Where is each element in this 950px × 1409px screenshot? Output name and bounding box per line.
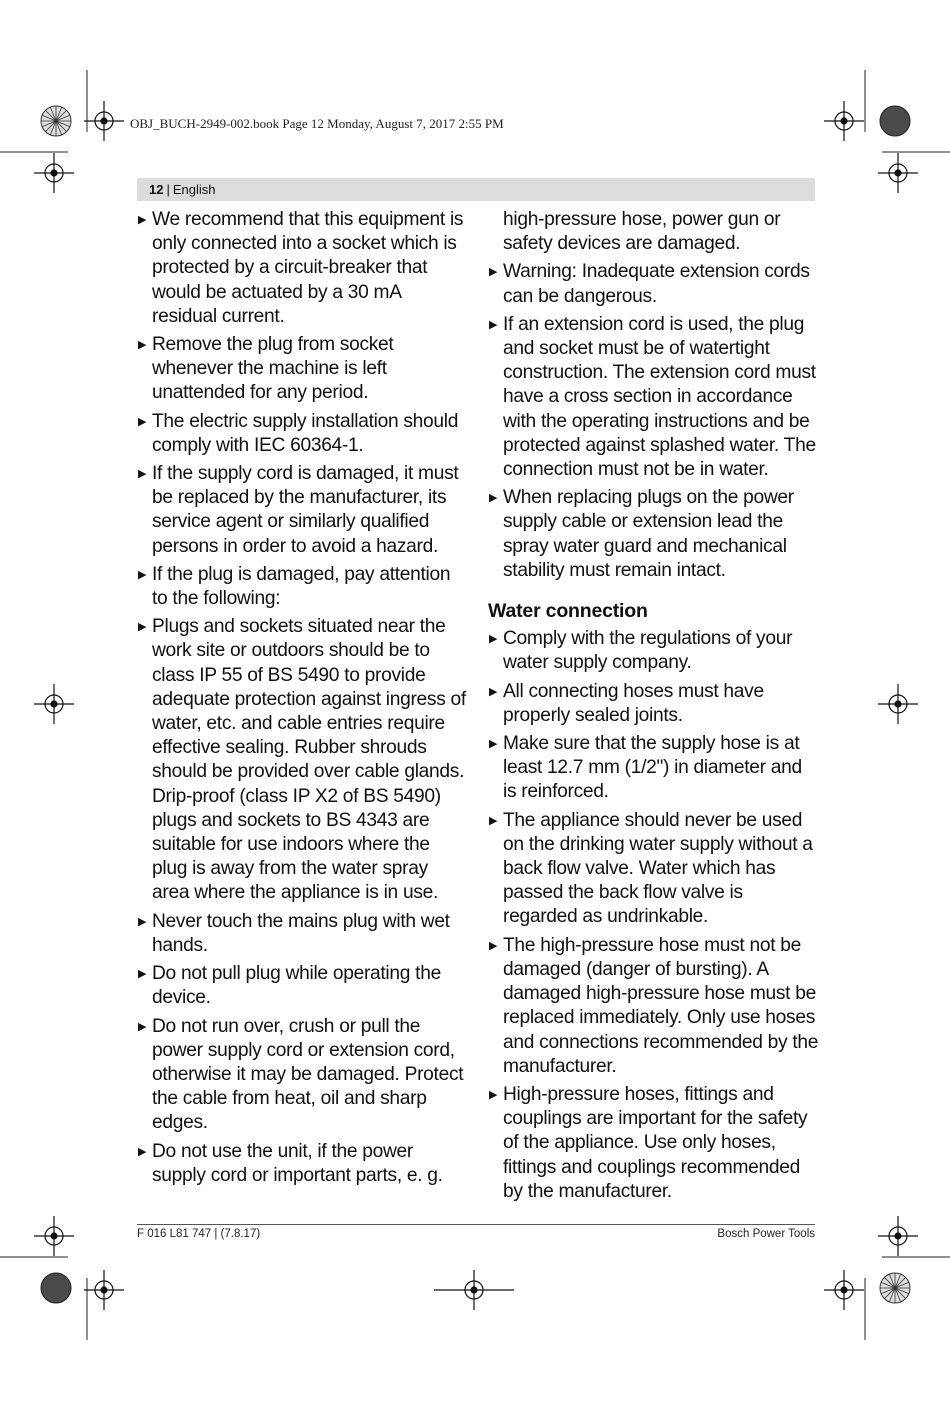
solid-circle-mark-icon [880,106,910,136]
list-item: ▶ The high-pressure hose must not be damaged (danger of bursting). A damaged high-pressure hose must be replaced immediately. Only use hoses and connections recommended by the manufacturer. [488,934,820,1079]
footer-brand: Bosch Power Tools [717,1228,815,1240]
safety-list [137,208,467,1188]
list-item: ▶ Do not use the unit, if the power supply cord or important parts, e. g. [137,1140,467,1188]
page-number: 12 [149,182,164,197]
registration-mark-icon [34,684,74,724]
left-column [137,208,467,1192]
registration-mark-icon [84,101,124,141]
solid-circle-mark-icon [41,1273,71,1303]
list-item: ▶ All connecting hoses must have properly sealed joints. [488,680,820,728]
header-bar [137,178,815,201]
registration-mark-icon [434,1270,514,1310]
registration-mark-icon [878,684,918,724]
list-item: ▶ If the plug is damaged, pay attention to the following: [137,563,467,611]
registration-mark-icon [84,1270,124,1310]
list-item: ▶ Do not run over, crush or pull the power supply cord or extension cord, otherwise it may be damaged. Protect the cable from heat, oil and sharp edges. [137,1015,467,1136]
list-item: ▶ Plugs and sockets situated near the work site or outdoors should be to class IP 55 of BS 5490 to provide adequate protection against ingress of water, etc. and cable entries require effective sealing. Rubber shrouds should be provided over cable glands. Drip-proof (class IP X2 of BS 5490) plugs and sockets to BS 4343 are suitable for use indoors where the plug is away from the water spray area where the appliance is in use. [137,615,467,905]
registration-mark-icon [878,153,918,193]
registration-mark-icon [878,1216,918,1256]
list-item: ▶ When replacing plugs on the power supply cable or extension lead the spray water guard and mechanical stability must remain intact. [488,486,820,583]
page-header [149,182,216,197]
list-item: ▶ The appliance should never be used on the drinking water supply without a back flow valve. Water which has passed the back flow valve is regarded as undrinkable. [488,809,820,930]
footer-divider [137,1224,815,1225]
section-heading-water-connection: Water connection [488,600,648,623]
water-connection-list [488,627,820,1204]
list-item: ▶ High-pressure hoses, fittings and couplings are important for the safety of the appliance. Use only hoses, fittings and couplings recommended by the manufacturer. [488,1083,820,1204]
list-item: ▶ If the supply cord is damaged, it must be replaced by the manufacturer, its service agent or similarly qualified persons in order to avoid a hazard. [137,462,467,559]
list-item: ▶ The electric supply installation should comply with IEC 60364-1. [137,410,467,458]
header-language: English [172,182,216,197]
registration-mark-icon [34,1216,74,1256]
book-info-line: OBJ_BUCH-2949-002.book Page 12 Monday, August 7, 2017 2:55 PM [130,116,504,131]
list-item: ▶ Warning: Inadequate extension cords can be dangerous. [488,260,820,308]
list-item: ▶ Never touch the mains plug with wet hands. [137,910,467,958]
list-item-continuation: high-pressure hose, power gun or safety devices are damaged. [503,209,781,255]
starburst-mark-icon [41,106,71,136]
list-item: ▶ If an extension cord is used, the plug and socket must be of watertight construction. The extension cord must have a cross section in accordance with the operating instructions and be protected against splashed water. The connection must not be in water. [488,313,820,482]
list-item: ▶ Do not pull plug while operating the device. [137,962,467,1010]
starburst-mark-icon [880,1273,910,1303]
list-item: ▶ Make sure that the supply hose is at least 12.7 mm (1/2") in diameter and is reinforced. [488,732,820,805]
list-item: ▶ We recommend that this equipment is only connected into a socket which is protected by a circuit-breaker that would be actuated by a 30 mA residual current. [137,208,467,329]
list-item: ▶ Comply with the regulations of your water supply company. [488,627,820,675]
footer-doc-number: F 016 L81 747 | (7.8.17) [137,1228,261,1240]
registration-mark-icon [824,1270,864,1310]
safety-list [488,260,820,583]
registration-mark-icon [824,101,864,141]
list-item: ▶ Remove the plug from socket whenever the machine is left unattended for any period. [137,333,467,406]
header-separator: | [166,182,170,197]
registration-mark-icon [34,153,74,193]
right-column [488,208,820,1208]
